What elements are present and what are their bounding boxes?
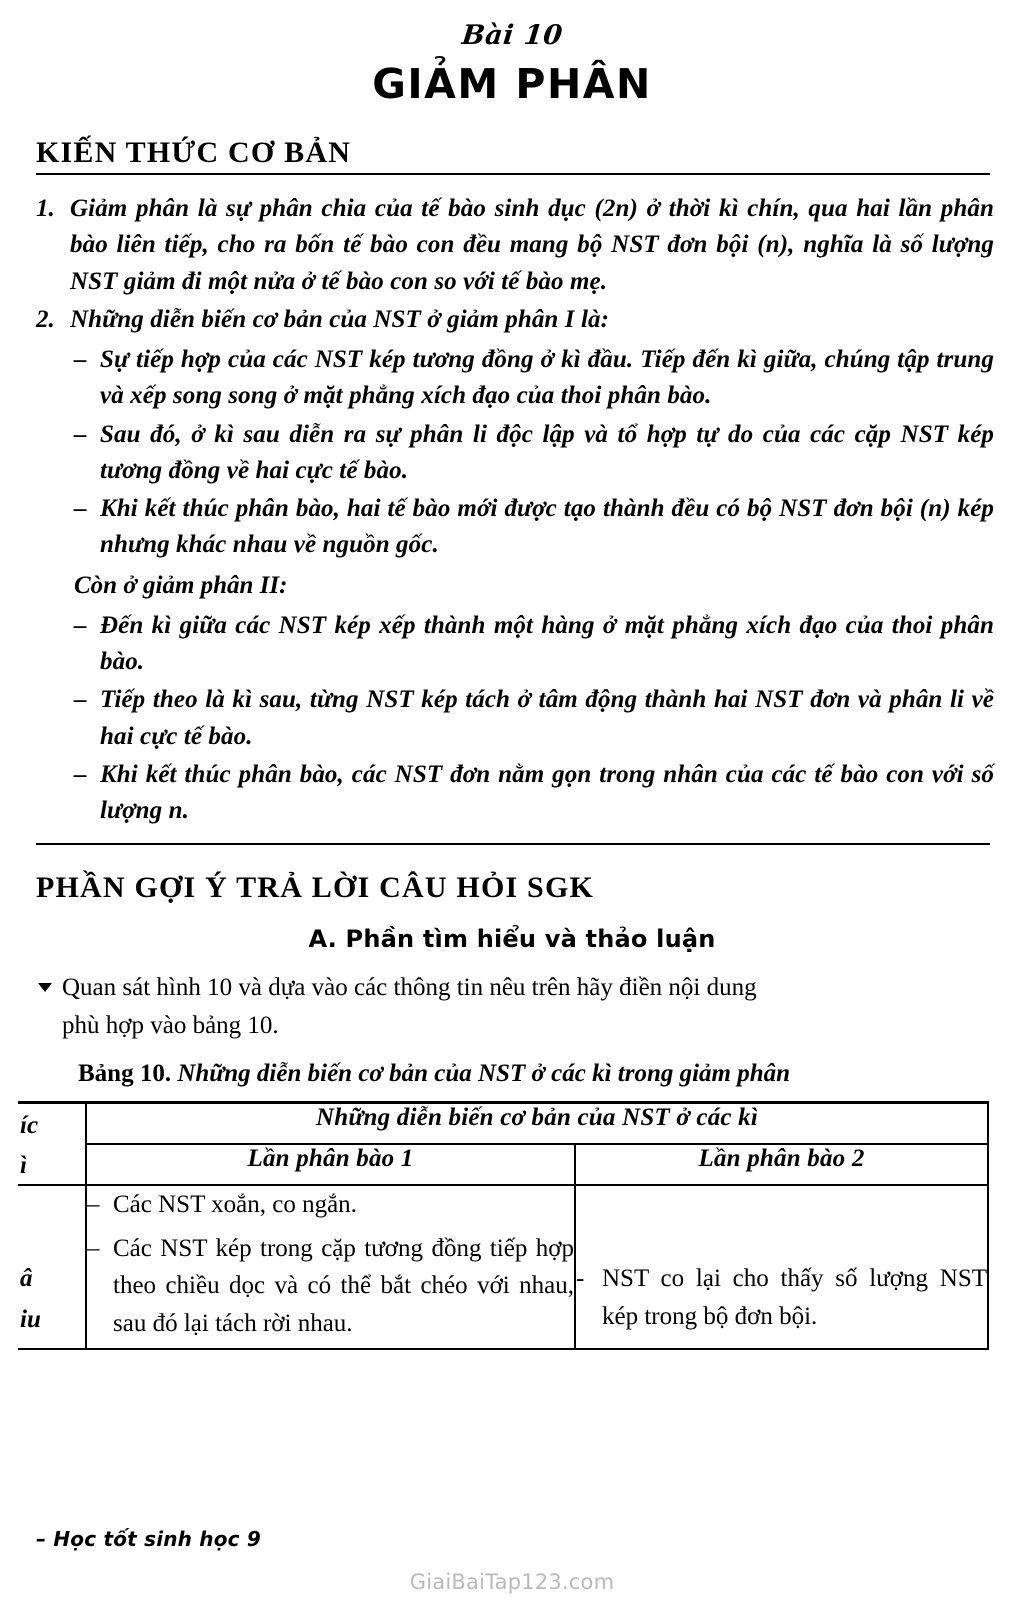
table-cell-phase-2: [575, 1185, 988, 1349]
list-item-text: Sau đó, ở kì sau diễn ra sự phân li độc lập và tổ hợp tự do của các cặp NST kép tương đồng về hai cực tế bào.: [100, 420, 994, 484]
table-cell-phase-1: [86, 1185, 575, 1349]
cell-list-item-text: Các NST kép trong cặp tương đồng tiếp hợp theo chiều dọc và có thể bắt chéo với nhau, sau đó lại tách rời nhau.: [113, 1234, 574, 1337]
section-divider-bottom: [36, 843, 990, 845]
list-item: [74, 342, 994, 415]
cell-list-item-text: NST co lại cho thấy số lượng NST kép trong bộ đơn bội.: [602, 1265, 988, 1330]
dash-marker: –: [74, 346, 87, 374]
giam-phan-2-bullet-list: [36, 608, 994, 830]
table-header-span: Những diễn biến cơ bản của NST ở các kì: [86, 1102, 988, 1144]
list-item-text: Tiếp theo là kì sau, từng NST kép tách ở tâm động thành hai NST đơn và phân li về hai cực tế bào.: [100, 686, 994, 750]
table-caption-text: Những diễn biến cơ bản của NST ở các kì trong giảm phân: [177, 1060, 791, 1088]
list-item: [74, 757, 994, 830]
table-col-header-2: Lần phân bào 2: [575, 1144, 988, 1185]
numbered-item: [36, 191, 994, 300]
instruction-line-2: phù hợp vào bảng 10.: [62, 1011, 279, 1039]
dash-marker: –: [74, 686, 87, 714]
dash-marker: –: [87, 1191, 100, 1219]
left-col-fragment-2: ì: [20, 1152, 27, 1180]
dash-marker: –: [87, 1234, 100, 1262]
cell-list-item: [87, 1186, 574, 1224]
list-item: [74, 417, 994, 490]
basic-knowledge-body: [0, 191, 1024, 829]
left-col-fragment-4: iu: [20, 1305, 41, 1333]
instruction-text: [62, 969, 992, 1044]
table-col-header-1: Lần phân bào 1: [86, 1144, 575, 1185]
cell-list-item: [87, 1230, 574, 1343]
numbered-item: [36, 302, 994, 338]
dash-marker: -: [576, 1265, 585, 1293]
list-item-text: Khi kết thúc phân bào, hai tế bào mới được tạo thành đều có bộ NST đơn bội (n) kép nhưng khác nhau về nguồn gốc.: [100, 495, 994, 559]
list-item: [74, 491, 994, 564]
numbered-item-text: Những diễn biến cơ bản của NST ở giảm phân I là:: [70, 305, 610, 333]
left-col-fragment-1: íc: [20, 1111, 39, 1139]
instruction-line-1: Quan sát hình 10 và dựa vào các thông tin nêu trên hãy điền nội dung: [62, 974, 757, 1002]
numbered-item-marker: 2.: [36, 305, 55, 333]
table-wrapper: [18, 1101, 988, 1351]
footer-note: – Học tốt sinh học 9: [36, 1527, 261, 1551]
heading-divider-top: [36, 173, 990, 175]
title-block: [0, 0, 1024, 106]
lesson-number: Bài 10: [460, 20, 564, 51]
table-header-row-bottom: [18, 1144, 988, 1185]
watermark: GiaiBaiTap123.com: [409, 1570, 615, 1594]
table-caption: [0, 1058, 1024, 1091]
triangle-bullet-icon: [38, 969, 62, 993]
table-left-column-body-cut: [18, 1185, 86, 1349]
table-header-row-top: [18, 1102, 988, 1144]
giam-phan-2-lead: Còn ở giảm phân II:: [74, 571, 288, 599]
page-title: GIẢM PHÂN: [372, 60, 652, 108]
section-heading-answers: PHẦN GỢI Ý TRẢ LỜI CÂU HỎI SGK: [36, 871, 595, 905]
numbered-item-text: Giảm phân là sự phân chia của tế bào sinh dục (2n) ở thời kì chín, qua hai lần phân bào liên tiếp, cho ra bốn tế bào con đều mang bộ NST đơn bội (n), nghĩa là số lượng NST giảm đi một nửa ở tế bào con so với tế bào mẹ.: [70, 195, 994, 295]
dash-marker: –: [74, 495, 87, 523]
dash-marker: –: [74, 420, 87, 448]
list-item-text: Sự tiếp hợp của các NST kép tương đồng ở kì đầu. Tiếp đến kì giữa, chúng tập trung và xếp song song ở mặt phẳng xích đạo của thoi phân bào.: [100, 346, 994, 410]
table-left-column-header-cut: [18, 1102, 86, 1185]
list-item: [74, 682, 994, 755]
bang-10-table: [18, 1101, 989, 1351]
list-item-text: Khi kết thúc phân bào, các NST đơn nằm gọn trong nhân của các tế bào con với số lượng n.: [100, 760, 994, 825]
list-item: [74, 608, 994, 681]
sub-heading-part-a: A. Phần tìm hiểu và thảo luận: [308, 925, 716, 954]
cell-list-item: [576, 1260, 987, 1335]
giam-phan-1-bullet-list: [36, 342, 994, 564]
section-heading-basic-knowledge: KIẾN THỨC CƠ BẢN: [36, 136, 352, 170]
left-col-fragment-3: â: [20, 1265, 33, 1293]
dash-marker: –: [74, 760, 87, 788]
table-row: [18, 1185, 988, 1349]
numbered-item-marker: 1.: [36, 195, 55, 223]
table-caption-label: Bảng 10.: [78, 1060, 172, 1088]
cell-list-item-text: Các NST xoắn, co ngắn.: [113, 1191, 357, 1219]
list-item-text: Đến kì giữa các NST kép xếp thành một hàng ở mặt phẳng xích đạo của thoi phân bào.: [100, 611, 994, 676]
dash-marker: –: [74, 611, 87, 639]
instruction-block: [0, 969, 1024, 1044]
